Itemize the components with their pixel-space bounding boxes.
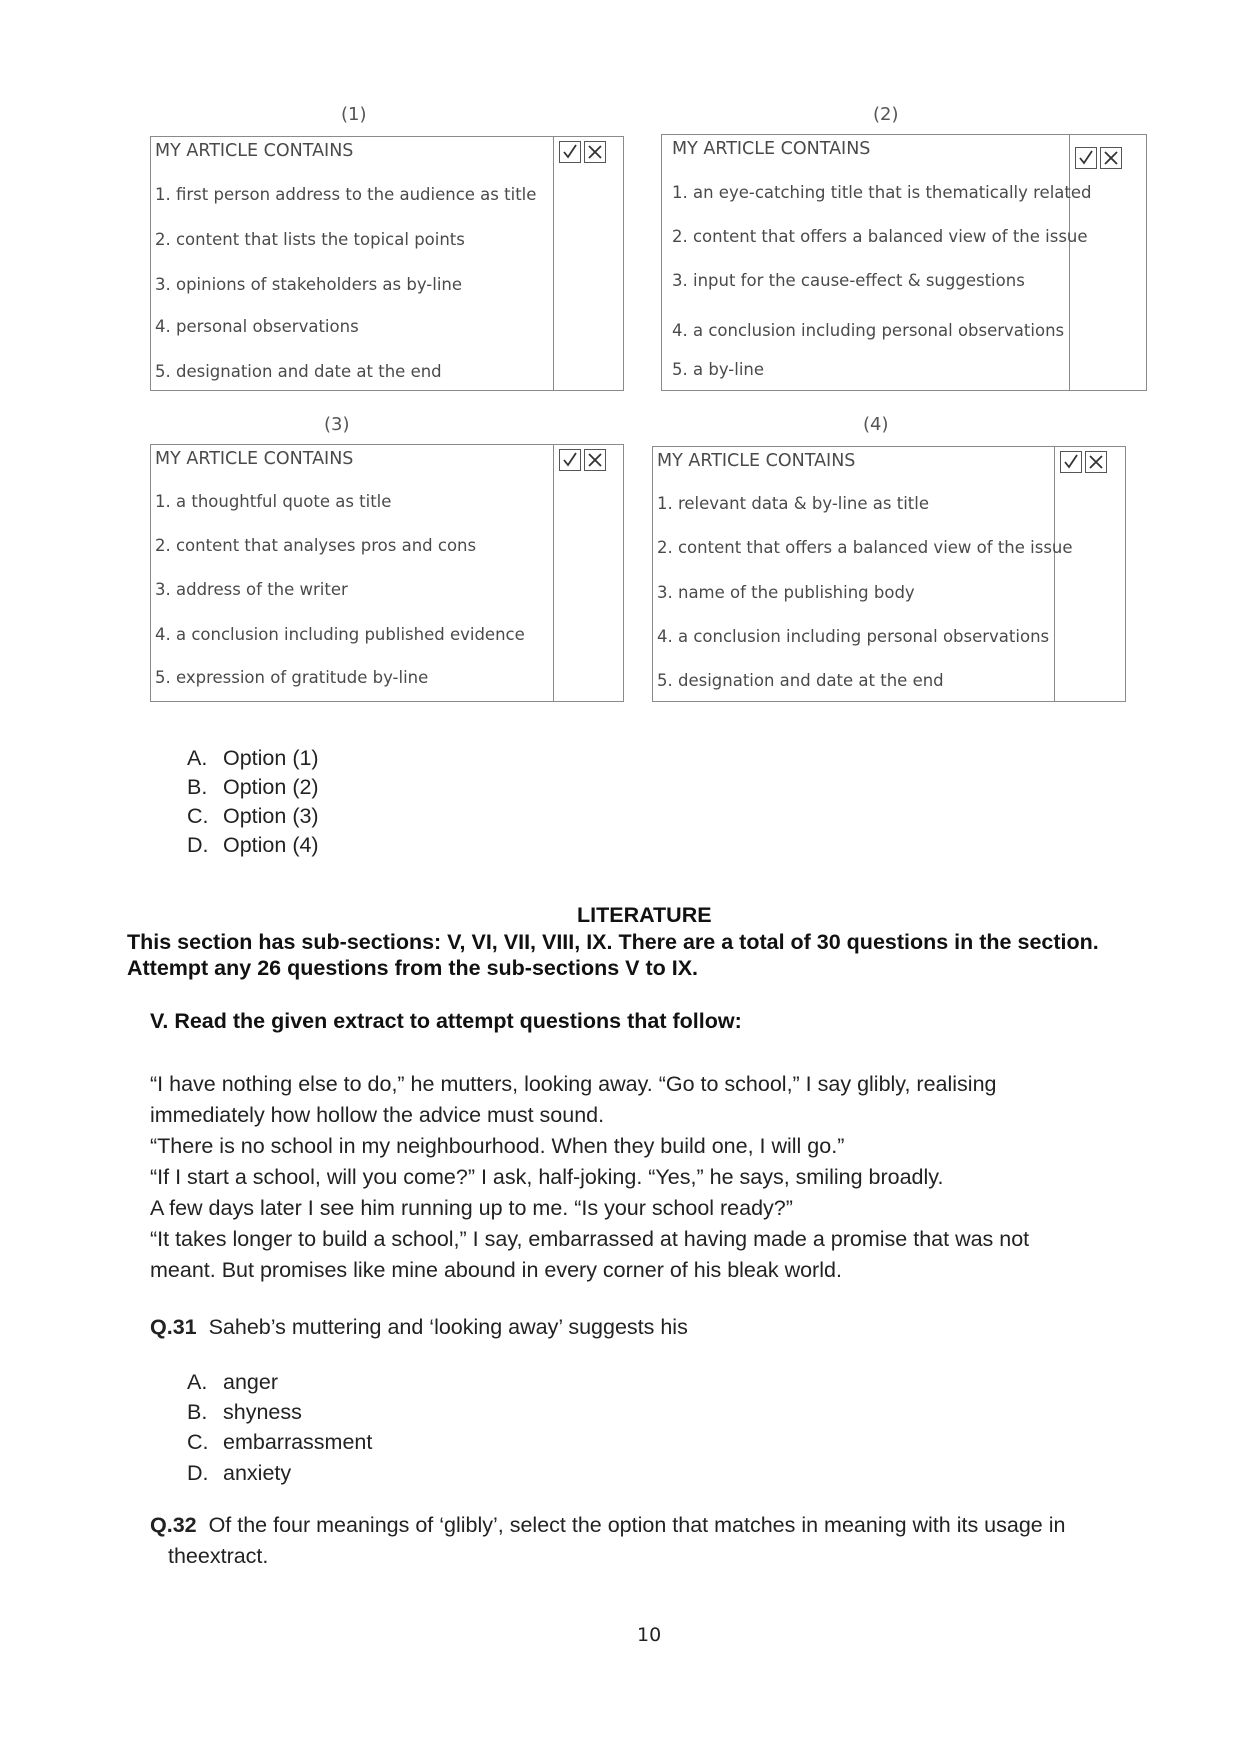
literature-title: LITERATURE <box>577 903 712 927</box>
literature-intro-line-1: This section has sub-sections: V, VI, VII, VIII, IX. There are a total of 30 questions in the section. <box>127 930 1099 954</box>
extract-line-4: “If I start a school, will you come?” I ask, half-joking. “Yes,” he says, smiling broadly. <box>150 1165 944 1189</box>
checklist-2-item-1: 1. an eye-catching title that is thematically related <box>672 183 1092 202</box>
checkmark-icon <box>559 449 581 471</box>
checklist-2-number: (2) <box>873 104 899 125</box>
q31-question <box>150 1315 688 1340</box>
checklist-3-item-1: 1. a thoughtful quote as title <box>155 492 392 511</box>
q32-question <box>150 1513 1065 1538</box>
cross-icon <box>584 141 606 163</box>
q31-option-d: D. anxiety <box>187 1461 292 1485</box>
cross-icon <box>1100 147 1122 169</box>
checklist-3 <box>150 444 624 702</box>
cross-icon <box>584 449 606 471</box>
extract-line-2: immediately how hollow the advice must sound. <box>150 1103 605 1127</box>
q30-option-d: D. Option (4) <box>187 833 319 857</box>
literature-intro-line-2: Attempt any 26 questions from the sub-sections V to IX. <box>127 956 699 980</box>
q32-text-line-2: theextract. <box>168 1544 269 1568</box>
section-v-heading: V. Read the given extract to attempt questions that follow: <box>150 1009 742 1033</box>
q31-option-c: C. embarrassment <box>187 1430 373 1454</box>
checkmark-icon <box>1075 147 1097 169</box>
checklist-2-item-4: 4. a conclusion including personal observations <box>672 321 1065 340</box>
checklist-4-number: (4) <box>863 414 889 435</box>
checklist-4-item-5: 5. designation and date at the end <box>657 671 944 690</box>
checklist-3-item-5: 5. expression of gratitude by-line <box>155 668 429 687</box>
checklist-1-item-2: 2. content that lists the topical points <box>155 230 465 249</box>
checklist-1-item-1: 1. first person address to the audience as title <box>155 185 537 204</box>
checklist-1-item-5: 5. designation and date at the end <box>155 362 442 381</box>
checklist-4-heading: MY ARTICLE CONTAINS <box>657 451 856 471</box>
q32-number: Q.32 <box>150 1513 197 1537</box>
checklist-2 <box>661 134 1147 391</box>
checklist-1-number: (1) <box>341 104 367 125</box>
checkmark-icon <box>1060 451 1082 473</box>
checklist-3-item-2: 2. content that analyses pros and cons <box>155 536 477 555</box>
checklist-4-item-2: 2. content that offers a balanced view of the issue <box>657 538 1073 557</box>
q31-text: Saheb’s muttering and ‘looking away’ suggests his <box>208 1315 688 1339</box>
q31-option-b: B. shyness <box>187 1400 302 1424</box>
checklist-3-item-4: 4. a conclusion including published evidence <box>155 625 525 644</box>
checkmark-icon <box>559 141 581 163</box>
extract-line-3: “There is no school in my neighbourhood. When they build one, I will go.” <box>150 1134 845 1158</box>
extract-line-7: meant. But promises like mine abound in every corner of his bleak world. <box>150 1258 842 1282</box>
checklist-3-item-3: 3. address of the writer <box>155 580 348 599</box>
extract-line-6: “It takes longer to build a school,” I say, embarrassed at having made a promise that was not <box>150 1227 1030 1251</box>
checklist-3-heading: MY ARTICLE CONTAINS <box>155 449 354 469</box>
checklist-1 <box>150 136 624 391</box>
q32-text: Of the four meanings of ‘glibly’, select the option that matches in meaning with its usage in <box>208 1513 1066 1537</box>
page-number: 10 <box>637 1624 662 1646</box>
checklist-2-heading: MY ARTICLE CONTAINS <box>672 139 871 159</box>
checklist-4-item-3: 3. name of the publishing body <box>657 583 915 602</box>
q31-option-a: A. anger <box>187 1370 278 1394</box>
extract-line-5: A few days later I see him running up to me. “Is your school ready?” <box>150 1196 793 1220</box>
checklist-3-number: (3) <box>324 414 350 435</box>
checklist-2-item-2: 2. content that offers a balanced view of the issue <box>672 227 1088 246</box>
q30-option-b: B. Option (2) <box>187 775 319 799</box>
checklist-4 <box>652 446 1126 702</box>
checklist-4-item-1: 1. relevant data & by-line as title <box>657 494 930 513</box>
q30-option-c: C. Option (3) <box>187 804 319 828</box>
checklist-4-item-4: 4. a conclusion including personal observations <box>657 627 1050 646</box>
checklist-1-heading: MY ARTICLE CONTAINS <box>155 141 354 161</box>
checklist-2-item-3: 3. input for the cause-effect & suggestions <box>672 271 1025 290</box>
q31-number: Q.31 <box>150 1315 197 1339</box>
checklist-1-item-4: 4. personal observations <box>155 317 359 336</box>
cross-icon <box>1085 451 1107 473</box>
extract-line-1: “I have nothing else to do,” he mutters, looking away. “Go to school,” I say glibly, realising <box>150 1072 997 1096</box>
checklist-2-item-5: 5. a by-line <box>672 360 765 379</box>
q30-option-a: A. Option (1) <box>187 746 319 770</box>
checklist-1-item-3: 3. opinions of stakeholders as by-line <box>155 275 463 294</box>
